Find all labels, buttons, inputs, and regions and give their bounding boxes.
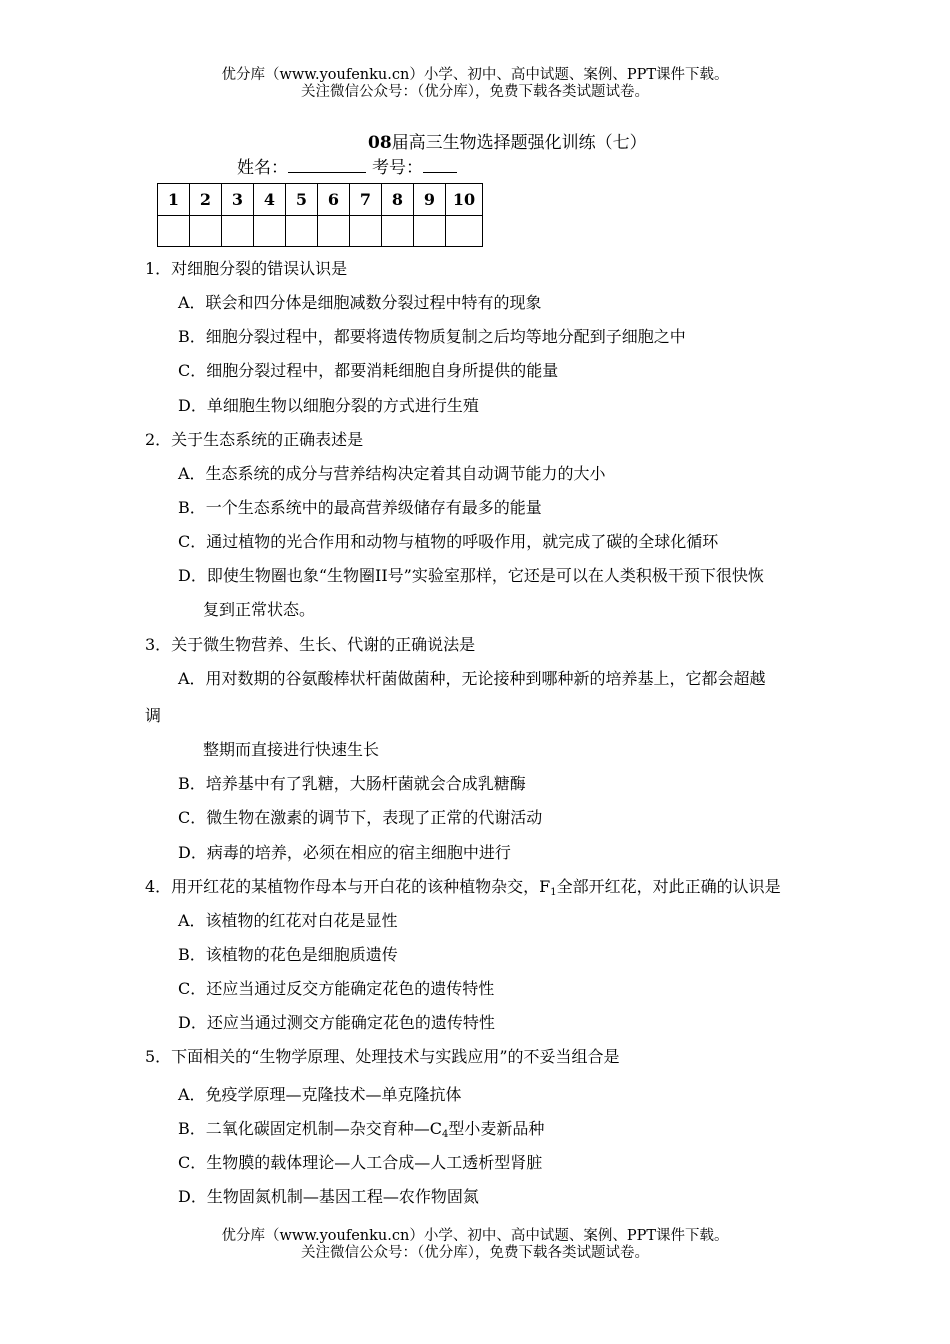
answer-header-4: 4 [254, 184, 286, 216]
question-4-stem-pre: 4．用开红花的某植物作母本与开白花的该种植物杂交，F [145, 877, 551, 896]
answer-table [157, 183, 483, 247]
question-1-option-a: A．联会和四分体是细胞减数分裂过程中特有的现象 [178, 293, 542, 312]
answer-header-2: 2 [190, 184, 222, 216]
answer-header-5: 5 [286, 184, 318, 216]
answer-cell-3[interactable] [222, 216, 254, 247]
question-1-stem: 1．对细胞分裂的错误认识是 [145, 259, 348, 278]
answer-table-input-row [158, 216, 483, 247]
question-4-stem-post: 全部开红花，对此正确的认识是 [556, 877, 781, 896]
question-5-option-b-pre: B．二氧化碳固定机制—杂交育种—C [178, 1119, 443, 1138]
answer-cell-4[interactable] [254, 216, 286, 247]
question-4-stem-sub: 1 [550, 887, 557, 898]
question-4-option-c: C．还应当通过反交方能确定花色的遗传特性 [178, 979, 495, 998]
answer-cell-1[interactable] [158, 216, 190, 247]
question-4-option-d: D．还应当通过测交方能确定花色的遗传特性 [178, 1013, 495, 1032]
page-header [0, 67, 950, 101]
question-3-option-b: B．培养基中有了乳糖，大肠杆菌就会合成乳糖酶 [178, 774, 526, 793]
question-2-option-d: D．即使生物圈也象“生物圈II号”实验室那样，它还是可以在人类积极干预下很快恢 [178, 566, 764, 585]
question-2-option-a: A．生态系统的成分与营养结构决定着其自动调节能力的大小 [178, 464, 606, 483]
header-line-2: 关注微信公众号：（优分库），免费下载各类试题试卷。 [301, 84, 649, 100]
header-line-1: 优分库（www.youfenku.cn）小学、初中、高中试题、案例、PPT课件下载。 [221, 67, 729, 83]
question-1-option-c: C．细胞分裂过程中，都要消耗细胞自身所提供的能量 [178, 361, 559, 380]
answer-header-8: 8 [382, 184, 414, 216]
answer-cell-8[interactable] [382, 216, 414, 247]
answer-cell-7[interactable] [350, 216, 382, 247]
question-4-option-a: A．该植物的红花对白花是显性 [178, 911, 398, 930]
answer-cell-10[interactable] [446, 216, 483, 247]
question-5-option-b-sub: 4 [442, 1129, 449, 1140]
answer-cell-6[interactable] [318, 216, 350, 247]
question-5-option-c: C．生物膜的载体理论—人工合成—人工透析型肾脏 [178, 1153, 543, 1172]
question-2-option-b: B．一个生态系统中的最高营养级储存有最多的能量 [178, 498, 542, 517]
question-1-option-b: B．细胞分裂过程中，都要将遗传物质复制之后均等地分配到子细胞之中 [178, 327, 686, 346]
title-text: 届高三生物选择题强化训练（七） [391, 133, 647, 153]
question-5-stem: 5．下面相关的“生物学原理、处理技术与实践应用”的不妥当组合是 [145, 1047, 620, 1066]
question-3-option-d: D．病毒的培养，必须在相应的宿主细胞中进行 [178, 843, 511, 862]
answer-header-9: 9 [414, 184, 446, 216]
page-footer [0, 1228, 950, 1262]
question-4-option-b: B．该植物的花色是细胞质遗传 [178, 945, 398, 964]
question-3-stem: 3．关于微生物营养、生长、代谢的正确说法是 [145, 635, 476, 654]
answer-header-10: 10 [446, 184, 483, 216]
answer-cell-2[interactable] [190, 216, 222, 247]
question-5-option-b [178, 1119, 544, 1145]
number-label: 考号： [372, 158, 423, 178]
question-2-stem: 2．关于生态系统的正确表述是 [145, 430, 364, 449]
answer-cell-9[interactable] [414, 216, 446, 247]
answer-header-1: 1 [158, 184, 190, 216]
answer-header-6: 6 [318, 184, 350, 216]
title-year: 08 [368, 133, 392, 153]
name-blank[interactable] [288, 156, 366, 173]
question-3-option-a: A．用对数期的谷氨酸棒状杆菌做菌种，无论接种到哪种新的培养基上，它都会超越 [178, 669, 766, 688]
question-1-option-d: D．单细胞生物以细胞分裂的方式进行生殖 [178, 396, 479, 415]
question-3-option-a-continued: 整期而直接进行快速生长 [203, 740, 380, 759]
answer-header-7: 7 [350, 184, 382, 216]
student-info [237, 153, 457, 178]
question-2-option-c: C．通过植物的光合作用和动物与植物的呼吸作用，就完成了碳的全球化循环 [178, 532, 719, 551]
answer-cell-5[interactable] [286, 216, 318, 247]
footer-line-1: 优分库（www.youfenku.cn）小学、初中、高中试题、案例、PPT课件下载。 [221, 1228, 729, 1244]
footer-line-2: 关注微信公众号：（优分库），免费下载各类试题试卷。 [301, 1245, 649, 1261]
question-5-option-d: D．生物固氮机制—基因工程—农作物固氮 [178, 1187, 479, 1206]
question-3-option-a-wrap: 调 [145, 706, 162, 725]
page-title [368, 128, 647, 153]
name-label: 姓名： [237, 158, 288, 178]
question-5-option-a: A．免疫学原理—克隆技术—单克隆抗体 [178, 1085, 462, 1104]
answer-table-header-row [158, 184, 483, 216]
question-2-option-d-continued: 复到正常状态。 [203, 600, 316, 619]
question-3-option-c: C．微生物在激素的调节下，表现了正常的代谢活动 [178, 808, 543, 827]
number-blank[interactable] [423, 156, 457, 173]
question-5-option-b-post: 型小麦新品种 [448, 1119, 545, 1138]
answer-header-3: 3 [222, 184, 254, 216]
question-4-stem [145, 877, 781, 903]
